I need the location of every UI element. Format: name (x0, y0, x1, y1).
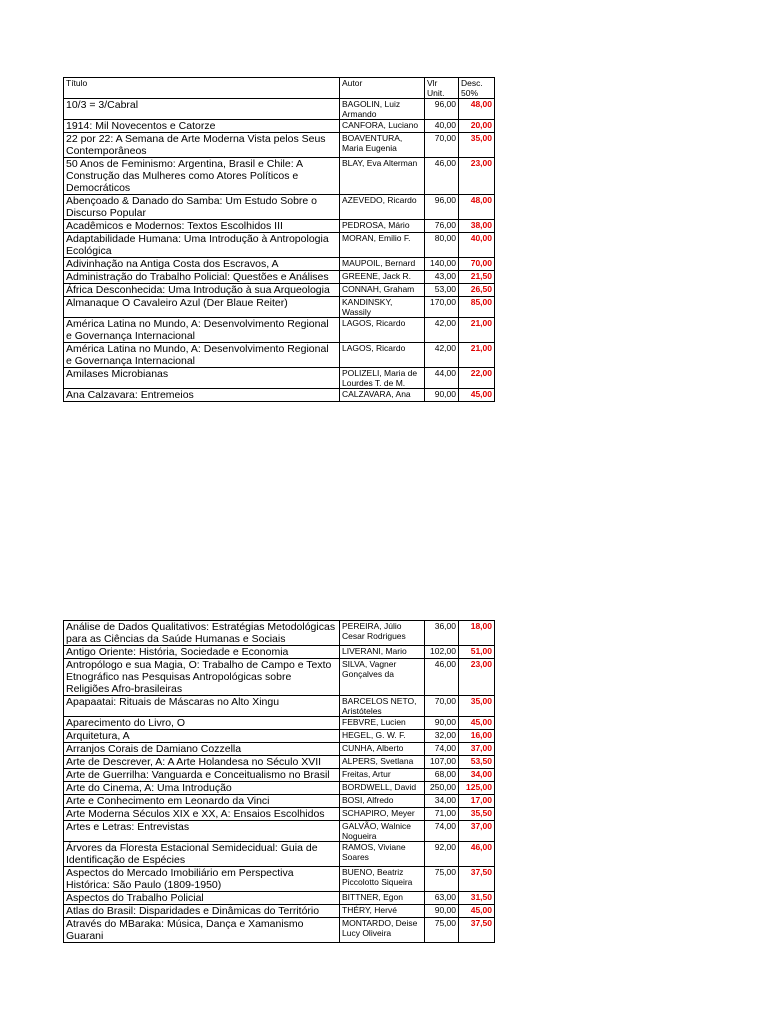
book-title-cell: Amilases Microbianas (64, 368, 340, 389)
unit-price-cell: 75,00 (425, 918, 459, 943)
table-row (64, 795, 495, 808)
author-cell: SCHAPIRO, Meyer (340, 808, 425, 821)
unit-price-cell: 74,00 (425, 743, 459, 756)
discount-price-cell: 38,00 (459, 220, 495, 233)
author-cell: CALZAVARA, Ana (340, 389, 425, 402)
book-title-cell: Adaptabilidade Humana: Uma Introdução à Antropologia Ecológica (64, 233, 340, 258)
unit-price-cell: 96,00 (425, 99, 459, 120)
book-title-cell: Arte e Conhecimento em Leonardo da Vinci (64, 795, 340, 808)
author-cell: PEDROSA, Mário (340, 220, 425, 233)
unit-price-cell: 74,00 (425, 821, 459, 842)
book-title-cell: Arte Moderna Séculos XIX e XX, A: Ensaios Escolhidos (64, 808, 340, 821)
book-title-cell: África Desconhecida: Uma Introdução à sua Arqueologia (64, 284, 340, 297)
header-price: Vlr Unit. (425, 78, 459, 99)
book-title-cell: Aspectos do Mercado Imobiliário em Perspectiva Histórica: São Paulo (1809-1950) (64, 867, 340, 892)
table-row (64, 821, 495, 842)
table-header-row (64, 78, 495, 99)
discount-price-cell: 37,50 (459, 918, 495, 943)
discount-price-cell: 26,50 (459, 284, 495, 297)
book-table-2 (63, 620, 495, 943)
author-cell: MORAN, Emilio F. (340, 233, 425, 258)
author-cell: RAMOS, Viviane Soares (340, 842, 425, 867)
table-row (64, 297, 495, 318)
table-row (64, 808, 495, 821)
book-title-cell: Apapaatai: Rituais de Máscaras no Alto Xingu (64, 696, 340, 717)
discount-price-cell: 45,00 (459, 389, 495, 402)
discount-price-cell: 45,00 (459, 717, 495, 730)
author-cell: BORDWELL, David (340, 782, 425, 795)
table-row (64, 730, 495, 743)
unit-price-cell: 63,00 (425, 892, 459, 905)
unit-price-cell: 170,00 (425, 297, 459, 318)
table-row (64, 233, 495, 258)
author-cell: THÉRY, Hervé (340, 905, 425, 918)
table-row (64, 646, 495, 659)
discount-price-cell: 23,00 (459, 659, 495, 696)
header-title: Título (64, 78, 340, 99)
book-title-cell: Árvores da Floresta Estacional Semidecidual: Guia de Identificação de Espécies (64, 842, 340, 867)
discount-price-cell: 18,00 (459, 621, 495, 646)
author-cell: MAUPOIL, Bernard (340, 258, 425, 271)
author-cell: CANFORA, Luciano (340, 120, 425, 133)
discount-price-cell: 21,00 (459, 343, 495, 368)
table-row (64, 769, 495, 782)
book-title-cell: América Latina no Mundo, A: Desenvolvimento Regional e Governança Internacional (64, 343, 340, 368)
book-table-1 (63, 77, 495, 402)
discount-price-cell: 31,50 (459, 892, 495, 905)
author-cell: GREENE, Jack R. (340, 271, 425, 284)
book-title-cell: Antropólogo e sua Magia, O: Trabalho de Campo e Texto Etnográfico nas Pesquisas Antropológicas sobre Religiões Afro-brasileiras (64, 659, 340, 696)
book-title-cell: América Latina no Mundo, A: Desenvolvimento Regional e Governança Internacional (64, 318, 340, 343)
book-title-cell: Arquitetura, A (64, 730, 340, 743)
table-row (64, 133, 495, 158)
discount-price-cell: 17,00 (459, 795, 495, 808)
unit-price-cell: 107,00 (425, 756, 459, 769)
table-row (64, 696, 495, 717)
author-cell: HEGEL, G. W. F. (340, 730, 425, 743)
book-title-cell: Artes e Letras: Entrevistas (64, 821, 340, 842)
author-cell: SILVA, Vagner Gonçalves da (340, 659, 425, 696)
table-row (64, 389, 495, 402)
discount-price-cell: 35,50 (459, 808, 495, 821)
author-cell: Freitas, Artur (340, 769, 425, 782)
unit-price-cell: 90,00 (425, 389, 459, 402)
book-title-cell: 22 por 22: A Semana de Arte Moderna Vista pelos Seus Contemporâneos (64, 133, 340, 158)
discount-price-cell: 23,00 (459, 158, 495, 195)
table-row (64, 867, 495, 892)
author-cell: PEREIRA, Júlio Cesar Rodrigues (340, 621, 425, 646)
book-title-cell: Almanaque O Cavaleiro Azul (Der Blaue Reiter) (64, 297, 340, 318)
author-cell: LIVERANI, Mario (340, 646, 425, 659)
book-title-cell: Através do MBaraka: Música, Dança e Xamanismo Guarani (64, 918, 340, 943)
discount-price-cell: 53,50 (459, 756, 495, 769)
book-title-cell: 1914: Mil Novecentos e Catorze (64, 120, 340, 133)
author-cell: GALVÃO, Walnice Nogueira (340, 821, 425, 842)
unit-price-cell: 76,00 (425, 220, 459, 233)
unit-price-cell: 46,00 (425, 659, 459, 696)
discount-price-cell: 46,00 (459, 842, 495, 867)
author-cell: CONNAH, Graham (340, 284, 425, 297)
table-row (64, 318, 495, 343)
discount-price-cell: 48,00 (459, 195, 495, 220)
unit-price-cell: 92,00 (425, 842, 459, 867)
discount-price-cell: 40,00 (459, 233, 495, 258)
discount-price-cell: 22,00 (459, 368, 495, 389)
table-row (64, 905, 495, 918)
book-title-cell: Ana Calzavara: Entremeios (64, 389, 340, 402)
unit-price-cell: 90,00 (425, 905, 459, 918)
author-cell: KANDINSKY, Wassily (340, 297, 425, 318)
unit-price-cell: 32,00 (425, 730, 459, 743)
author-cell: BOAVENTURA, Maria Eugenia (340, 133, 425, 158)
author-cell: BAGOLIN, Luiz Armando (340, 99, 425, 120)
unit-price-cell: 70,00 (425, 696, 459, 717)
table-row (64, 782, 495, 795)
discount-price-cell: 125,00 (459, 782, 495, 795)
table-row (64, 99, 495, 120)
author-cell: LAGOS, Ricardo (340, 318, 425, 343)
author-cell: FEBVRE, Lucien (340, 717, 425, 730)
unit-price-cell: 102,00 (425, 646, 459, 659)
book-title-cell: Aparecimento do Livro, O (64, 717, 340, 730)
book-title-cell: Abençoado & Danado do Samba: Um Estudo Sobre o Discurso Popular (64, 195, 340, 220)
table-row (64, 368, 495, 389)
table-row (64, 220, 495, 233)
discount-price-cell: 51,00 (459, 646, 495, 659)
book-title-cell: Análise de Dados Qualitativos: Estratégias Metodológicas para as Ciências da Saúde Humanas e Sociais (64, 621, 340, 646)
author-cell: BUENO, Beatriz Piccolotto Siqueira (340, 867, 425, 892)
book-title-cell: Atlas do Brasil: Disparidades e Dinâmicas do Território (64, 905, 340, 918)
table-row (64, 195, 495, 220)
unit-price-cell: 42,00 (425, 318, 459, 343)
table-row (64, 842, 495, 867)
table-row (64, 120, 495, 133)
table-row (64, 284, 495, 297)
unit-price-cell: 96,00 (425, 195, 459, 220)
unit-price-cell: 43,00 (425, 271, 459, 284)
unit-price-cell: 71,00 (425, 808, 459, 821)
table-row (64, 743, 495, 756)
discount-price-cell: 45,00 (459, 905, 495, 918)
unit-price-cell: 90,00 (425, 717, 459, 730)
book-title-cell: Antigo Oriente: História, Sociedade e Economia (64, 646, 340, 659)
unit-price-cell: 70,00 (425, 133, 459, 158)
discount-price-cell: 70,00 (459, 258, 495, 271)
author-cell: CUNHA, Alberto (340, 743, 425, 756)
author-cell: MONTARDO, Deise Lucy Oliveira (340, 918, 425, 943)
unit-price-cell: 44,00 (425, 368, 459, 389)
book-title-cell: Aspectos do Trabalho Policial (64, 892, 340, 905)
unit-price-cell: 46,00 (425, 158, 459, 195)
author-cell: BITTNER, Egon (340, 892, 425, 905)
author-cell: AZEVEDO, Ricardo (340, 195, 425, 220)
book-title-cell: Acadêmicos e Modernos: Textos Escolhidos III (64, 220, 340, 233)
book-title-cell: Arte de Guerrilha: Vanguarda e Conceitualismo no Brasil (64, 769, 340, 782)
table-row (64, 918, 495, 943)
unit-price-cell: 75,00 (425, 867, 459, 892)
unit-price-cell: 80,00 (425, 233, 459, 258)
unit-price-cell: 36,00 (425, 621, 459, 646)
book-title-cell: Arranjos Corais de Damiano Cozzella (64, 743, 340, 756)
table-row (64, 717, 495, 730)
discount-price-cell: 37,00 (459, 743, 495, 756)
discount-price-cell: 34,00 (459, 769, 495, 782)
book-title-cell: Arte de Descrever, A: A Arte Holandesa no Século XVII (64, 756, 340, 769)
author-cell: BARCELOS NETO, Aristóteles (340, 696, 425, 717)
discount-price-cell: 21,00 (459, 318, 495, 343)
table-row (64, 621, 495, 646)
discount-price-cell: 16,00 (459, 730, 495, 743)
discount-price-cell: 21,50 (459, 271, 495, 284)
author-cell: LAGOS, Ricardo (340, 343, 425, 368)
discount-price-cell: 20,00 (459, 120, 495, 133)
book-title-cell: Administração do Trabalho Policial: Questões e Análises (64, 271, 340, 284)
table-row (64, 271, 495, 284)
author-cell: BOSI, Alfredo (340, 795, 425, 808)
table-row (64, 892, 495, 905)
book-title-cell: 50 Anos de Feminismo: Argentina, Brasil e Chile: A Construção das Mulheres como Atores Políticos e Democráticos (64, 158, 340, 195)
book-title-cell: Adivinhação na Antiga Costa dos Escravos, A (64, 258, 340, 271)
discount-price-cell: 37,50 (459, 867, 495, 892)
unit-price-cell: 250,00 (425, 782, 459, 795)
book-title-cell: 10/3 = 3/Cabral (64, 99, 340, 120)
unit-price-cell: 68,00 (425, 769, 459, 782)
unit-price-cell: 40,00 (425, 120, 459, 133)
discount-price-cell: 48,00 (459, 99, 495, 120)
discount-price-cell: 85,00 (459, 297, 495, 318)
author-cell: BLAY, Eva Alterman (340, 158, 425, 195)
author-cell: POLIZELI, Maria de Lourdes T. de M. (340, 368, 425, 389)
discount-price-cell: 35,00 (459, 696, 495, 717)
book-title-cell: Arte do Cinema, A: Uma Introdução (64, 782, 340, 795)
table-row (64, 756, 495, 769)
table-row (64, 158, 495, 195)
table-row (64, 258, 495, 271)
discount-price-cell: 37,00 (459, 821, 495, 842)
discount-price-cell: 35,00 (459, 133, 495, 158)
unit-price-cell: 140,00 (425, 258, 459, 271)
author-cell: ALPERS, Svetlana (340, 756, 425, 769)
header-discount: Desc. 50% (459, 78, 495, 99)
header-author: Autor (340, 78, 425, 99)
table-row (64, 659, 495, 696)
unit-price-cell: 34,00 (425, 795, 459, 808)
unit-price-cell: 53,00 (425, 284, 459, 297)
unit-price-cell: 42,00 (425, 343, 459, 368)
table-row (64, 343, 495, 368)
